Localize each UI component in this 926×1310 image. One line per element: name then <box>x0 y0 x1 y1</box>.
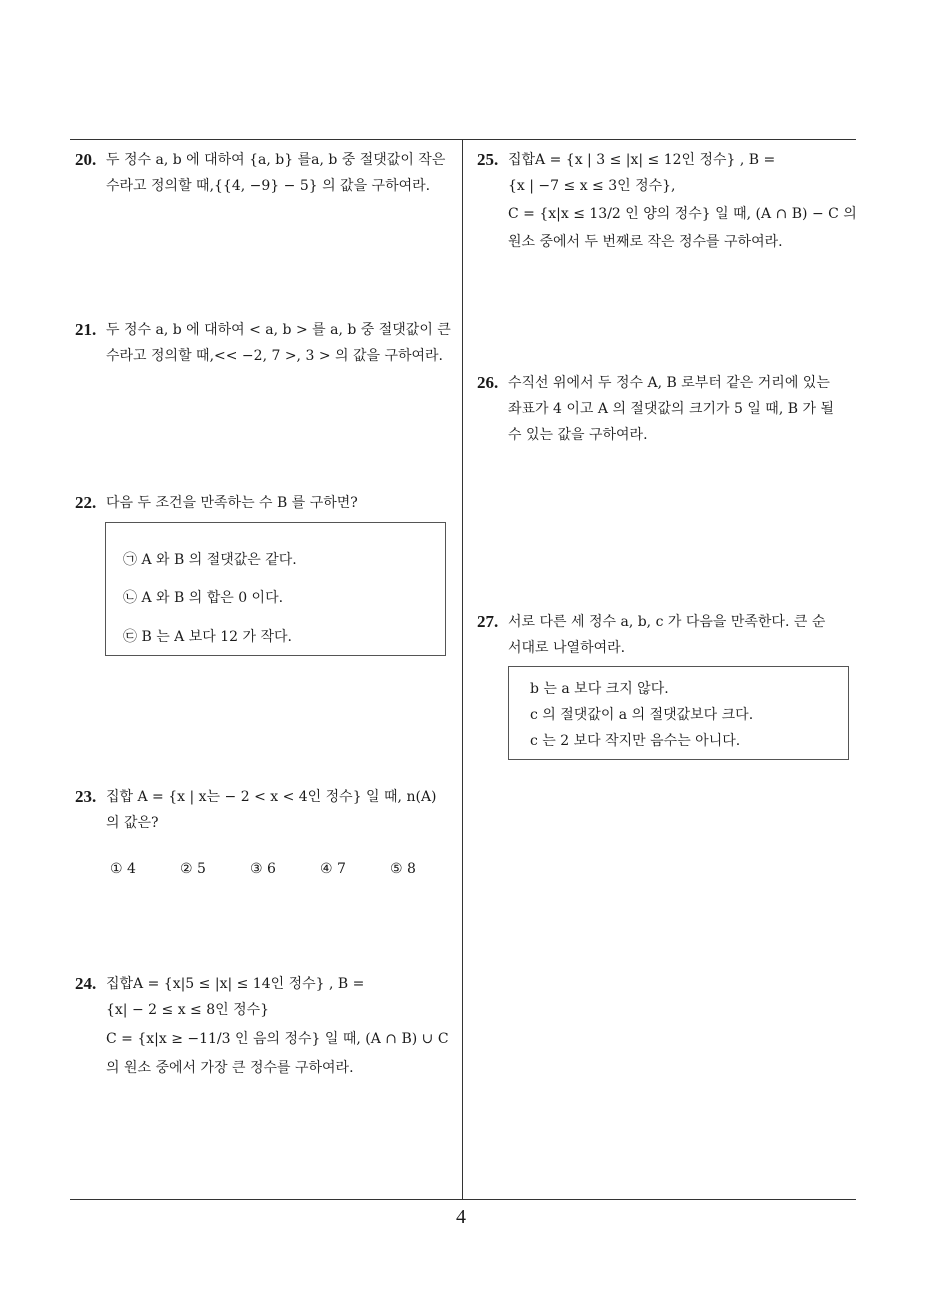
question-text-line: C = {x|x ≤ 13/2 인 양의 정수} 일 때, (A ∩ B) − C 의 <box>508 206 857 222</box>
choice-2[interactable]: ② 5 <box>180 861 206 877</box>
question-text-line: {x | −7 ≤ x ≤ 3인 정수}, <box>508 178 676 194</box>
question-text-line: 서로 다른 세 정수 a, b, c 가 다음을 만족한다. 큰 순 <box>508 614 826 630</box>
question-21 <box>75 317 460 369</box>
question-text-line: 의 값은? <box>106 815 159 831</box>
condition-item: b 는 a 보다 크지 않다. <box>530 681 669 697</box>
question-text-line: 수직선 위에서 두 정수 A, B 로부터 같은 거리에 있는 <box>508 375 830 391</box>
condition-item: c 는 2 보다 작지만 음수는 아니다. <box>530 733 741 749</box>
condition-box <box>508 666 849 760</box>
question-number: 26. <box>477 373 499 392</box>
question-25 <box>477 147 862 255</box>
choice-3[interactable]: ③ 6 <box>250 861 276 877</box>
question-text-line: 두 정수 a, b 에 대하여 {a, b} 를a, b 중 절댓값이 작은 <box>106 152 446 168</box>
top-rule <box>70 139 856 140</box>
question-number: 27. <box>477 612 499 631</box>
choice-1[interactable]: ① 4 <box>110 861 136 877</box>
question-text-line: 좌표가 4 이고 A 의 절댓값의 크기가 5 일 때, B 가 될 <box>508 401 834 417</box>
question-text-line: 집합A = {x|5 ≤ |x| ≤ 14인 정수} , B = <box>106 976 365 992</box>
condition-item: ㉡ A 와 B 의 합은 0 이다. <box>123 590 284 606</box>
question-text-line: 수라고 정의할 때,<< −2, 7 >, 3 > 의 값을 구하여라. <box>106 348 444 364</box>
question-27 <box>477 609 862 661</box>
question-text-line: 다음 두 조건을 만족하는 수 B 를 구하면? <box>106 495 358 511</box>
question-number: 20. <box>75 150 97 169</box>
question-text-line: 서대로 나열하여라. <box>508 640 626 656</box>
question-text-line: 수라고 정의할 때,{{4, −9} − 5} 의 값을 구하여라. <box>106 178 431 194</box>
question-text-line: 집합A = {x | 3 ≤ |x| ≤ 12인 정수} , B = <box>508 152 776 168</box>
question-text-line: 원소 중에서 두 번째로 작은 정수를 구하여라. <box>508 234 783 250</box>
question-text-line: 의 원소 중에서 가장 큰 정수를 구하여라. <box>106 1060 354 1076</box>
question-number: 22. <box>75 493 97 512</box>
answer-choices <box>110 861 450 881</box>
question-number: 23. <box>75 787 97 806</box>
condition-item: c 의 절댓값이 a 의 절댓값보다 크다. <box>530 707 754 723</box>
question-text-line: {x| − 2 ≤ x ≤ 8인 정수} <box>106 1002 270 1018</box>
question-text-line: 집합 A = {x | x는 − 2 < x < 4인 정수} 일 때, n(A) <box>106 789 437 805</box>
bottom-rule <box>70 1199 856 1200</box>
condition-item: ㉢ B 는 A 보다 12 가 작다. <box>123 629 292 645</box>
choice-5[interactable]: ⑤ 8 <box>390 861 416 877</box>
question-24 <box>75 971 460 1081</box>
question-26 <box>477 370 862 448</box>
page-number: 4 <box>456 1206 466 1228</box>
question-text-line: C = {x|x ≥ −11/3 인 음의 정수} 일 때, (A ∩ B) ∪ C <box>106 1031 449 1047</box>
condition-item: ㉠ A 와 B 의 절댓값은 같다. <box>123 552 297 568</box>
question-text-line: 수 있는 값을 구하여라. <box>508 427 648 443</box>
question-22 <box>75 490 460 516</box>
condition-box <box>105 522 446 656</box>
choice-4[interactable]: ④ 7 <box>320 861 346 877</box>
question-number: 25. <box>477 150 499 169</box>
question-number: 21. <box>75 320 97 339</box>
question-23 <box>75 784 460 836</box>
question-20 <box>75 147 460 199</box>
question-text-line: 두 정수 a, b 에 대하여 < a, b > 를 a, b 중 절댓값이 큰 <box>106 322 451 338</box>
column-divider <box>462 139 463 1200</box>
question-number: 24. <box>75 974 97 993</box>
